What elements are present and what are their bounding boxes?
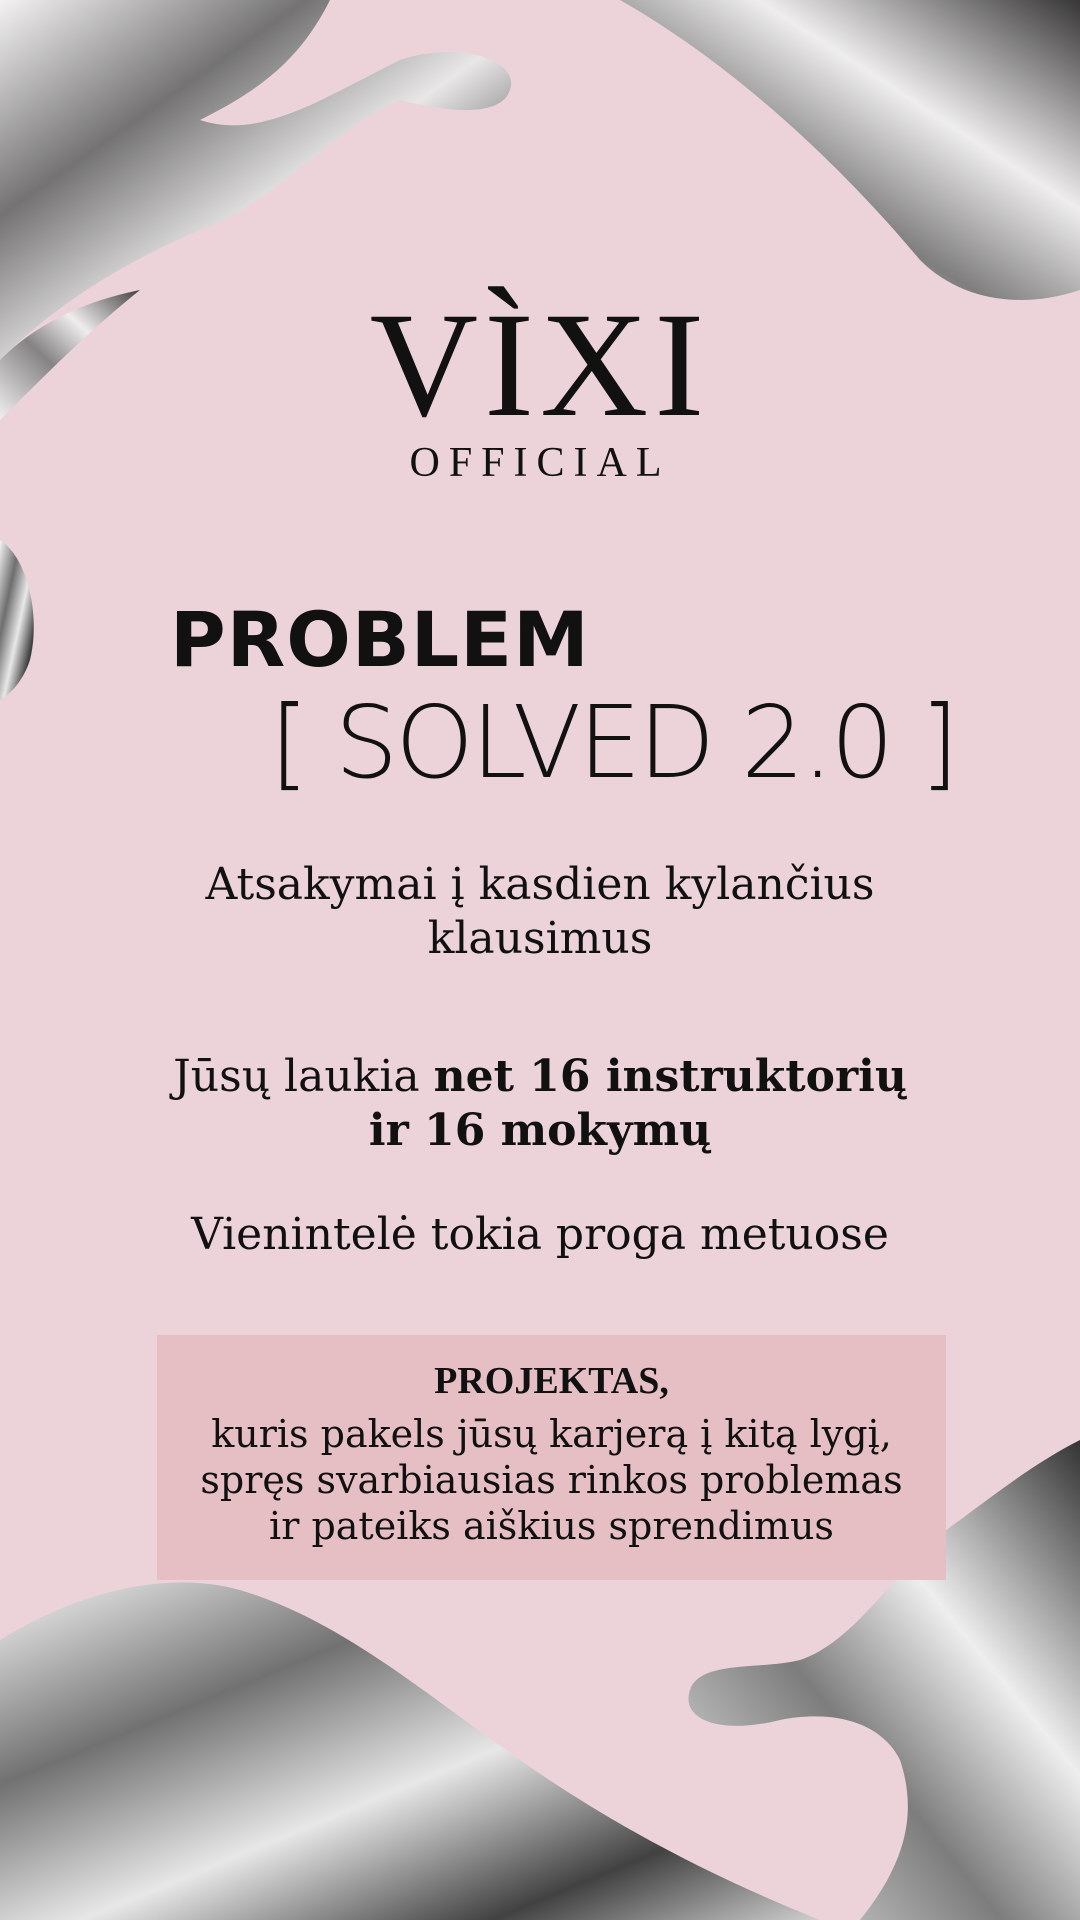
project-title: PROJEKTAS, (434, 1360, 669, 1402)
project-line-3: ir pateiks aiškius sprendimus (269, 1504, 834, 1548)
project-box (157, 1335, 946, 1580)
project-line-1: kuris pakels jūsų karjerą į kitą lygį, (211, 1412, 892, 1456)
project-line-2: spręs svarbiausias rinkos problemas (200, 1458, 903, 1502)
brand-logo-subtitle: OFFICIAL (409, 440, 671, 486)
offer-instructors: net 16 instruktorių (433, 1051, 907, 1102)
offer-prefix: Jūsų laukia (173, 1051, 434, 1102)
offer-trainings: ir 16 mokymų (368, 1105, 712, 1156)
project-description (157, 1411, 946, 1549)
chrome-splash-bottom-left (0, 1582, 820, 1920)
headline-solved: [ SOLVED 2.0 ] (270, 684, 956, 801)
tagline: Vienintelė tokia proga metuose (191, 1209, 889, 1260)
subtitle (0, 858, 1080, 966)
chrome-splash-top-right (620, 0, 1080, 300)
offer-text (0, 1050, 1080, 1158)
offer-line-1 (0, 1050, 1080, 1104)
brand-logo-text: VÌXI (369, 282, 711, 448)
headline-problem: PROBLEM (170, 595, 590, 684)
offer-line-2 (0, 1104, 1080, 1158)
subtitle-line-1: Atsakymai į kasdien kylančius (205, 859, 875, 910)
subtitle-line-2: klausimus (427, 913, 653, 964)
